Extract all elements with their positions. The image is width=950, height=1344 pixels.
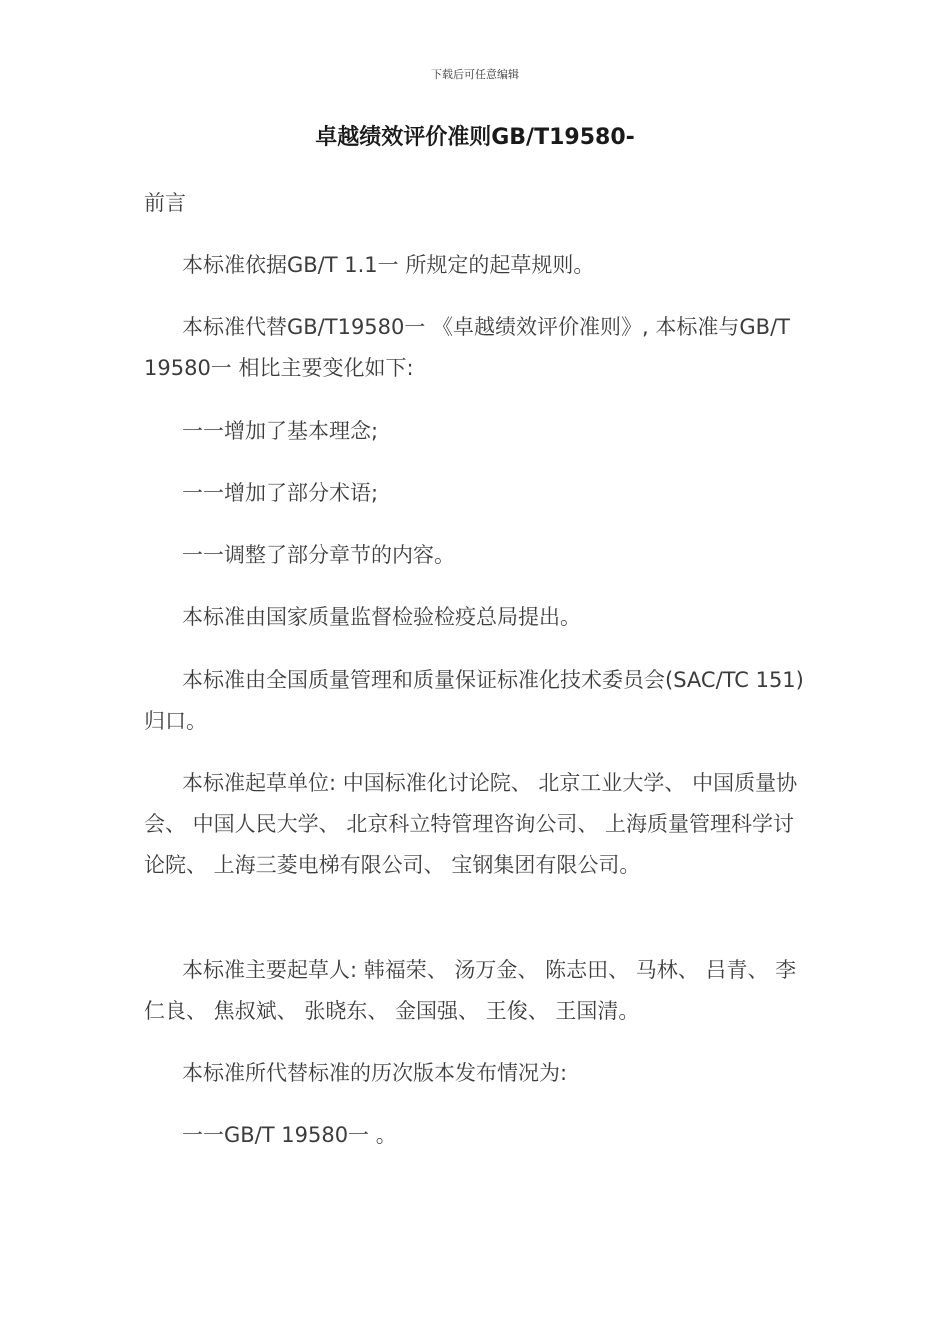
section-heading: 前言 [144,191,186,215]
header-note: 下载后可任意编辑 [431,68,519,81]
list-item-change-3: 一一调整了部分章节的内容。 [182,543,455,567]
paragraph-administrator: 本标准由全国质量管理和质量保证标准化技术委员会(SAC/TC 151) 归口。 [144,668,804,733]
list-item-change-1: 一一增加了基本理念; [182,419,379,443]
paragraph-drafting-rules: 本标准依据GB/T 1.1一 所规定的起草规则。 [182,253,595,277]
paragraph-replacement: 本标准代替GB/T19580一 《卓越绩效评价准则》, 本标准与GB/T 19580一 相比主要变化如下: [144,315,790,380]
paragraph-drafters: 本标准主要起草人: 韩福荣、 汤万金、 陈志田、 马林、 吕青、 李仁良、 焦叔斌、 张晓东、 金国强、 王俊、 王国清。 [144,958,797,1023]
paragraph-drafting-units: 本标准起草单位: 中国标准化讨论院、 北京工业大学、 中国质量协会、 中国人民大学、 北京科立特管理咨询公司、 上海质量管理科学讨论院、 上海三菱电梯有限公司、 宝钢集团有限公司。 [144,771,798,877]
paragraph-version-history: 本标准所代替标准的历次版本发布情况为: [182,1061,568,1085]
paragraph-proposer: 本标准由国家质量监督检验检疫总局提出。 [182,605,581,629]
document-title: 卓越绩效评价准则GB/T19580- [315,125,635,150]
list-item-change-2: 一一增加了部分术语; [182,481,379,505]
list-item-previous-version: 一一GB/T 19580一 。 [182,1123,397,1147]
